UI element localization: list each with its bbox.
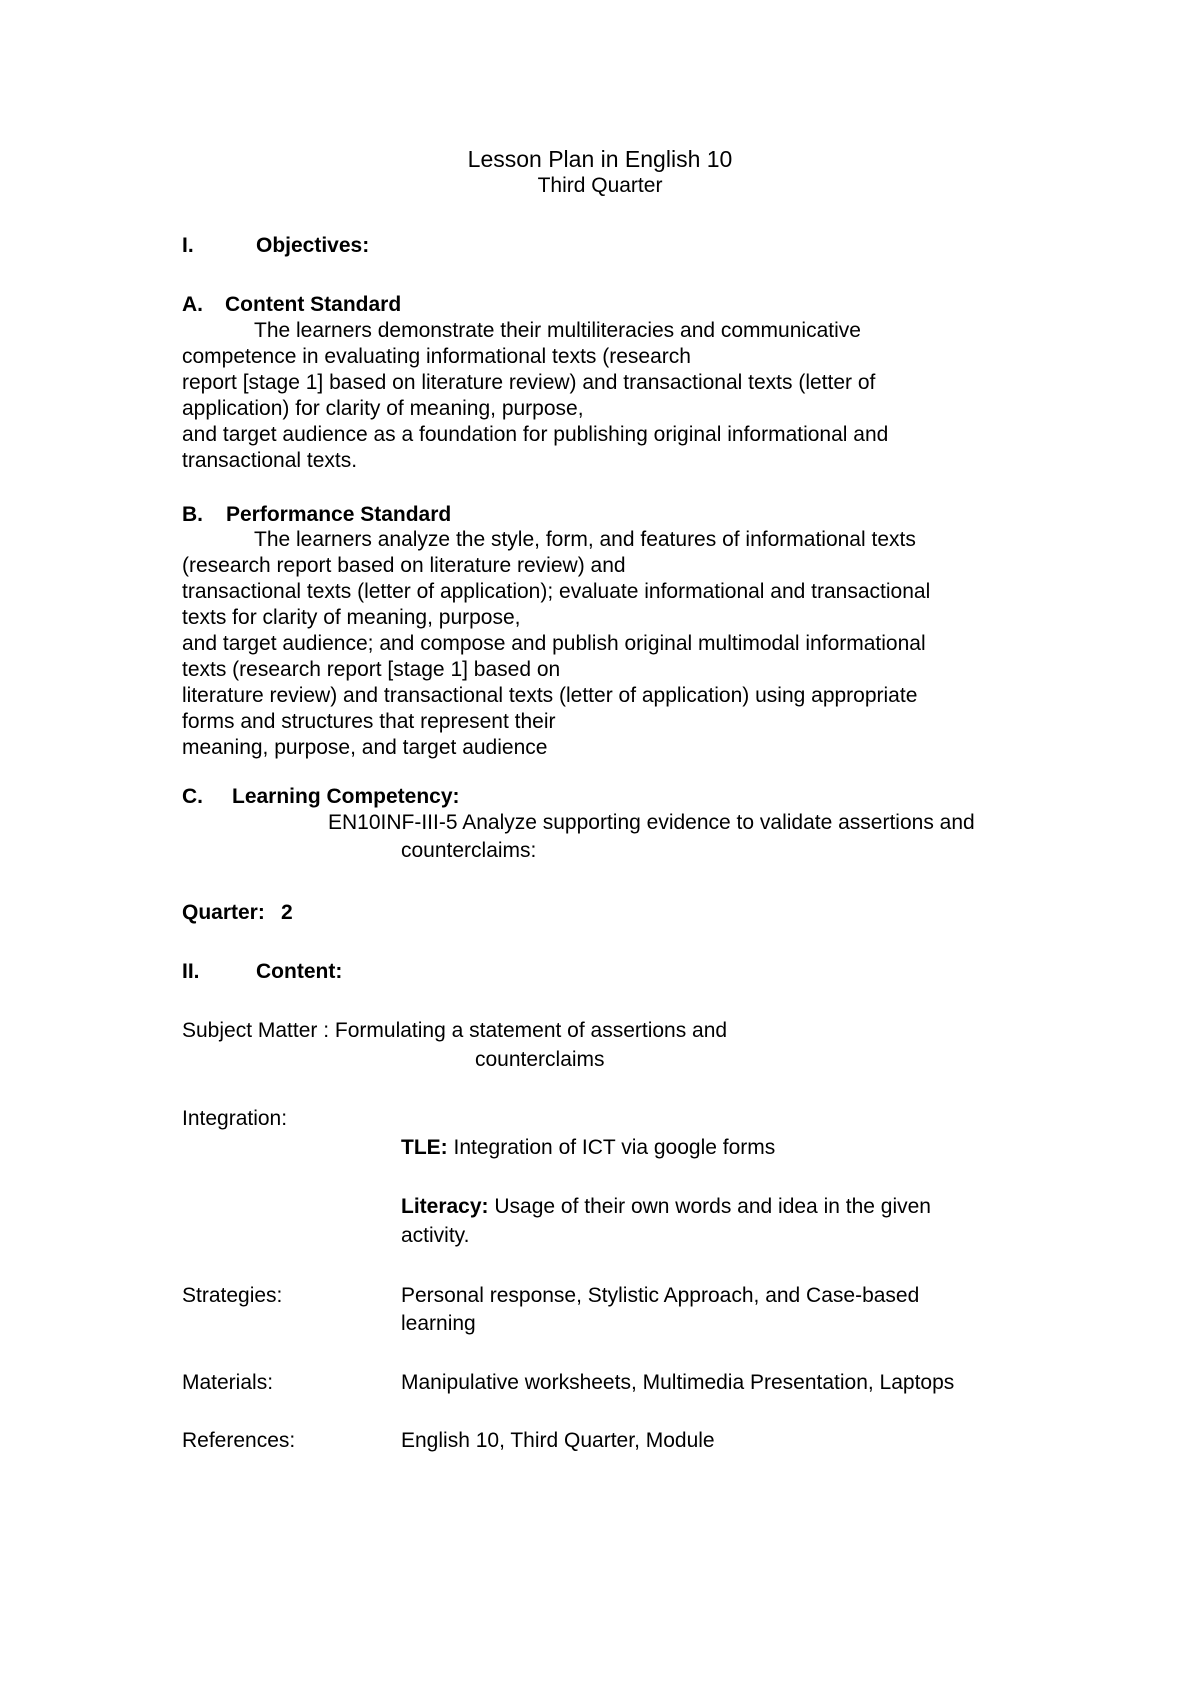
subject-matter-cont: counterclaims [475,1048,605,1071]
paragraph-line: report [stage 1] based on literature review) and transactional texts (letter of [182,371,876,394]
content-standard-letter: A. [182,293,203,316]
paragraph-line: competence in evaluating informational texts (research [182,345,691,368]
content-standard-paragraph [182,318,1012,474]
materials-label: Materials: [182,1371,274,1394]
integration-literacy [401,1194,931,1220]
paragraph-line: literature review) and transactional texts (letter of application) using appropriate [182,684,918,707]
tle-text: Integration of ICT via google forms [447,1136,776,1159]
document-subtitle: Third Quarter [537,174,663,197]
literacy-label: Literacy: [401,1195,489,1218]
learning-competency-heading: Learning Competency: [232,785,460,808]
paragraph-line: and target audience; and compose and publish original multimodal informational [182,632,926,655]
literacy-text: Usage of their own words and idea in the given [488,1195,931,1218]
paragraph-line: transactional texts. [182,449,358,472]
references-value: English 10, Third Quarter, Module [401,1429,715,1452]
document-title: Lesson Plan in English 10 [467,146,733,172]
quarter-value: 2 [281,901,293,924]
learning-competency-letter: C. [182,785,203,808]
tle-label: TLE: [401,1136,448,1159]
learning-competency-text-cont: counterclaims: [401,839,537,862]
quarter-label: Quarter: [182,901,265,924]
paragraph-line: (research report based on literature review) and [182,554,626,577]
integration-label: Integration: [182,1107,288,1130]
paragraph-line: texts (research report [stage 1] based on [182,658,561,681]
paragraph-line: texts for clarity of meaning, purpose, [182,606,521,629]
integration-tle [401,1135,775,1161]
section-2-heading: Content: [256,960,343,983]
paragraph-line: forms and structures that represent their [182,710,556,733]
paragraph-line: The learners demonstrate their multiliteracies and communicative [254,319,861,342]
strategies-value: Personal response, Stylistic Approach, and Case-based [401,1284,920,1307]
performance-standard-letter: B. [182,503,203,526]
subject-matter: Subject Matter : Formulating a statement of assertions and [182,1019,728,1042]
materials-value: Manipulative worksheets, Multimedia Presentation, Laptops [401,1371,955,1394]
section-1-heading: Objectives: [256,234,370,257]
strategies-value-cont: learning [401,1312,476,1335]
paragraph-line: and target audience as a foundation for publishing original informational and [182,423,889,446]
strategies-label: Strategies: [182,1284,283,1307]
content-standard-heading: Content Standard [225,293,402,316]
references-label: References: [182,1429,296,1452]
paragraph-line: The learners analyze the style, form, and features of informational texts [254,528,916,551]
section-1-numeral: I. [182,234,194,257]
paragraph-line: application) for clarity of meaning, purpose, [182,397,584,420]
performance-standard-paragraph [182,527,1012,761]
paragraph-line: transactional texts (letter of application); evaluate informational and transactional [182,580,931,603]
performance-standard-heading: Performance Standard [226,503,452,526]
integration-literacy-cont: activity. [401,1224,470,1247]
paragraph-line: meaning, purpose, and target audience [182,736,548,759]
section-2-numeral: II. [182,960,200,983]
learning-competency-text: EN10INF-III-5 Analyze supporting evidence to validate assertions and [328,811,975,834]
